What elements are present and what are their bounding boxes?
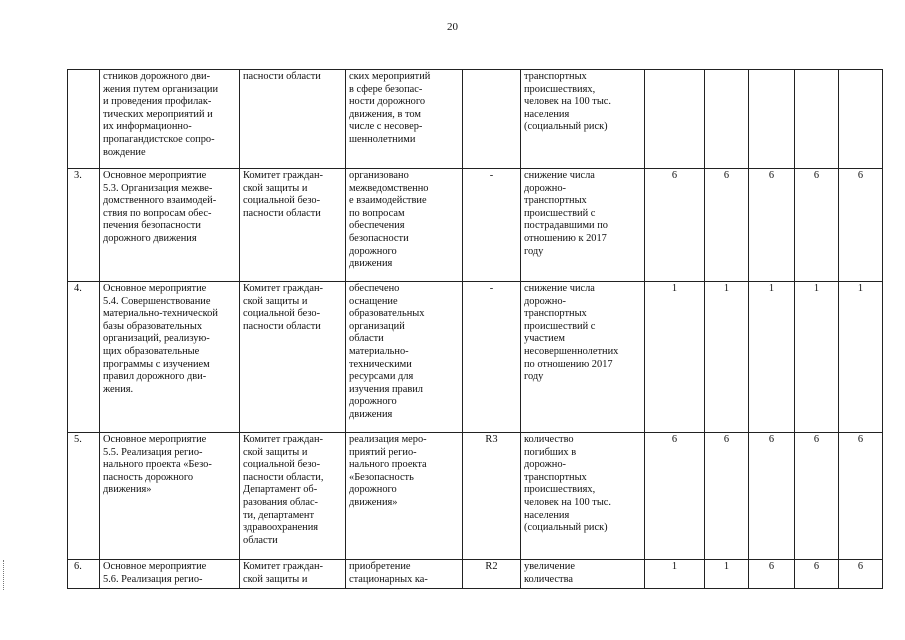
code-cell [463,70,521,169]
indicator-cell: увеличение количества [521,560,645,589]
code-cell: - [463,169,521,282]
value-cell: 6 [839,169,883,282]
value-cell: 6 [705,169,749,282]
executor-cell: Комитет граждан- ской защиты и социальной безо- пасности области [240,169,346,282]
row-number-cell: 4. [68,282,100,433]
activities-table [67,69,883,589]
row-number-cell: 5. [68,433,100,560]
scan-edge-mark [3,560,7,590]
value-cell: 1 [705,560,749,589]
value-cell: 6 [795,560,839,589]
executor-cell: Комитет граждан- ской защиты и социальной безо- пасности области, Департамент об- разования облас- ти, департамент здравоохранения области [240,433,346,560]
value-cell: 1 [795,282,839,433]
value-cell: 6 [839,433,883,560]
activity-cell: стников дорожного дви- жения путем организации и проведения профилак- тических мероприятий и их информационно- пропагандистское сопро- вождение [100,70,240,169]
row-number-cell: 3. [68,169,100,282]
value-cell: 6 [749,560,795,589]
result-cell: обеспечено оснащение образовательных организаций области материально- техническими ресурсами для изучения правил дорожного движения [346,282,463,433]
value-cell: 1 [705,282,749,433]
indicator-cell: снижение числа дорожно- транспортных происшествий с пострадавшими по отношению к 2017 году [521,169,645,282]
value-cell: 6 [749,433,795,560]
activity-cell: Основное мероприятие 5.6. Реализация регио- [100,560,240,589]
value-cell [705,70,749,169]
result-cell: приобретение стационарных ка- [346,560,463,589]
executor-cell: пасности области [240,70,346,169]
code-cell: R3 [463,433,521,560]
row-number-cell: 6. [68,560,100,589]
value-cell [749,70,795,169]
result-cell: ских мероприятий в сфере безопас- ности дорожного движения, в том числе с несовер- шеннолетними [346,70,463,169]
value-cell [795,70,839,169]
value-cell: 6 [839,560,883,589]
value-cell [839,70,883,169]
value-cell: 6 [795,433,839,560]
value-cell: 1 [645,282,705,433]
table-row [68,282,883,433]
indicator-cell: количество погибших в дорожно- транспортных происшествиях, человек на 100 тыс. населения (социальный риск) [521,433,645,560]
result-cell: организовано межведомственно е взаимодействие по вопросам обеспечения безопасности дорожного движения [346,169,463,282]
value-cell: 6 [645,169,705,282]
code-cell: R2 [463,560,521,589]
code-cell: - [463,282,521,433]
activity-cell: Основное мероприятие 5.3. Организация межве- домственного взаимодей- ствия по вопросам обес- печения безопасности дорожного движения [100,169,240,282]
value-cell: 6 [705,433,749,560]
value-cell: 6 [749,169,795,282]
indicator-cell: транспортных происшествиях, человек на 100 тыс. населения (социальный риск) [521,70,645,169]
table-row [68,560,883,589]
value-cell: 1 [749,282,795,433]
result-cell: реализация меро- приятий регио- нального проекта «Безопасность дорожного движения» [346,433,463,560]
value-cell [645,70,705,169]
value-cell: 1 [645,560,705,589]
row-number-cell [68,70,100,169]
indicator-cell: снижение числа дорожно- транспортных происшествий с участием несовершеннолетних по отношению 2017 году [521,282,645,433]
activity-cell: Основное мероприятие 5.5. Реализация регио- нального проекта «Безо- пасность дорожного движения» [100,433,240,560]
value-cell: 1 [839,282,883,433]
activity-cell: Основное мероприятие 5.4. Совершенствование материально-технической базы образовательных организаций, реализую- щих образовательные программы с изучением правил дорожного дви- жения. [100,282,240,433]
value-cell: 6 [795,169,839,282]
value-cell: 6 [645,433,705,560]
table-row [68,433,883,560]
table-row [68,70,883,169]
table-row [68,169,883,282]
executor-cell: Комитет граждан- ской защиты и социальной безо- пасности области [240,282,346,433]
executor-cell: Комитет граждан- ской защиты и [240,560,346,589]
page-number: 20 [447,21,458,33]
